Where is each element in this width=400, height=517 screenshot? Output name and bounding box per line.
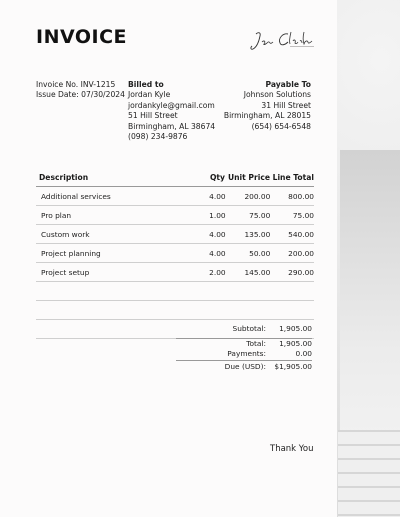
row-unit-price: 50.00	[249, 248, 271, 258]
signature-image	[248, 26, 316, 54]
table-row	[36, 263, 314, 282]
row-unit-price: 135.00	[244, 229, 271, 239]
table-header	[36, 168, 314, 187]
row-unit-price: 200.00	[244, 191, 271, 201]
thank-you-note: Thank You	[270, 444, 314, 454]
row-qty: 4.00	[209, 229, 226, 239]
background-steps	[338, 430, 400, 517]
header-description: Description	[39, 172, 89, 182]
payable-to-city: Birmingham, AL 28015	[223, 111, 311, 121]
row-description: Additional services	[41, 191, 111, 201]
row-qty: 4.00	[209, 248, 226, 258]
payments-value: 0.00	[295, 348, 312, 358]
row-unit-price: 75.00	[249, 210, 271, 220]
amount-due-block	[176, 362, 312, 372]
row-qty: 1.00	[209, 210, 226, 220]
payments-label: Payments:	[227, 348, 266, 358]
billed-to-phone: (098) 234-9876	[128, 132, 188, 142]
row-line-total: 200.00	[288, 248, 314, 258]
row-line-total: 540.00	[288, 229, 314, 239]
subtotal-value: 1,905.00	[279, 324, 312, 333]
table-row	[36, 225, 314, 244]
header-qty: Qty	[209, 172, 225, 182]
amount-due-value: $1,905.00	[274, 362, 312, 371]
payable-to-street: 31 Hill Street	[261, 100, 311, 110]
subtotal-label: Subtotal:	[232, 324, 266, 333]
subtotal-block	[176, 324, 312, 339]
issue-date: Issue Date: 07/30/2024	[36, 90, 125, 100]
row-qty: 2.00	[209, 267, 226, 277]
row-description: Custom work	[41, 229, 90, 239]
line-items-table	[36, 168, 314, 339]
row-line-total: 290.00	[288, 267, 314, 277]
billed-to-block	[128, 80, 215, 142]
payable-to-block	[212, 80, 311, 132]
billed-to-street: 51 Hill Street	[128, 111, 178, 121]
payable-to-heading: Payable To	[265, 80, 311, 89]
table-row	[36, 244, 314, 263]
payable-to-name: Johnson Solutions	[243, 90, 311, 100]
empty-row	[36, 282, 314, 301]
invoice-title: INVOICE	[36, 26, 127, 48]
row-qty: 4.00	[209, 191, 226, 201]
billed-to-name: Jordan Kyle	[128, 90, 171, 100]
header-line-total: Line Total	[272, 172, 314, 182]
row-line-total: 75.00	[292, 210, 314, 220]
header-unit-price: Unit Price	[227, 172, 270, 182]
row-description: Project setup	[41, 267, 90, 277]
table-row	[36, 206, 314, 225]
total-value: 1,905.00	[279, 339, 312, 348]
amount-due-label: Due (USD):	[224, 362, 266, 371]
total-label: Total:	[246, 339, 266, 348]
total-block	[176, 339, 312, 361]
row-unit-price: 145.00	[244, 267, 271, 277]
row-description: Pro plan	[41, 210, 72, 220]
billed-to-heading: Billed to	[128, 80, 164, 89]
invoice-meta	[36, 80, 125, 101]
billed-to-city: Birmingham, AL 38674	[128, 121, 216, 131]
row-line-total: 800.00	[288, 191, 314, 201]
payable-to-phone: (654) 654-6548	[251, 121, 311, 131]
empty-row	[36, 301, 314, 320]
invoice-number: Invoice No. INV-1215	[36, 80, 116, 89]
table-row	[36, 187, 314, 206]
row-description: Project planning	[41, 248, 101, 258]
billed-to-email: jordankyle@gmail.com	[128, 100, 215, 110]
